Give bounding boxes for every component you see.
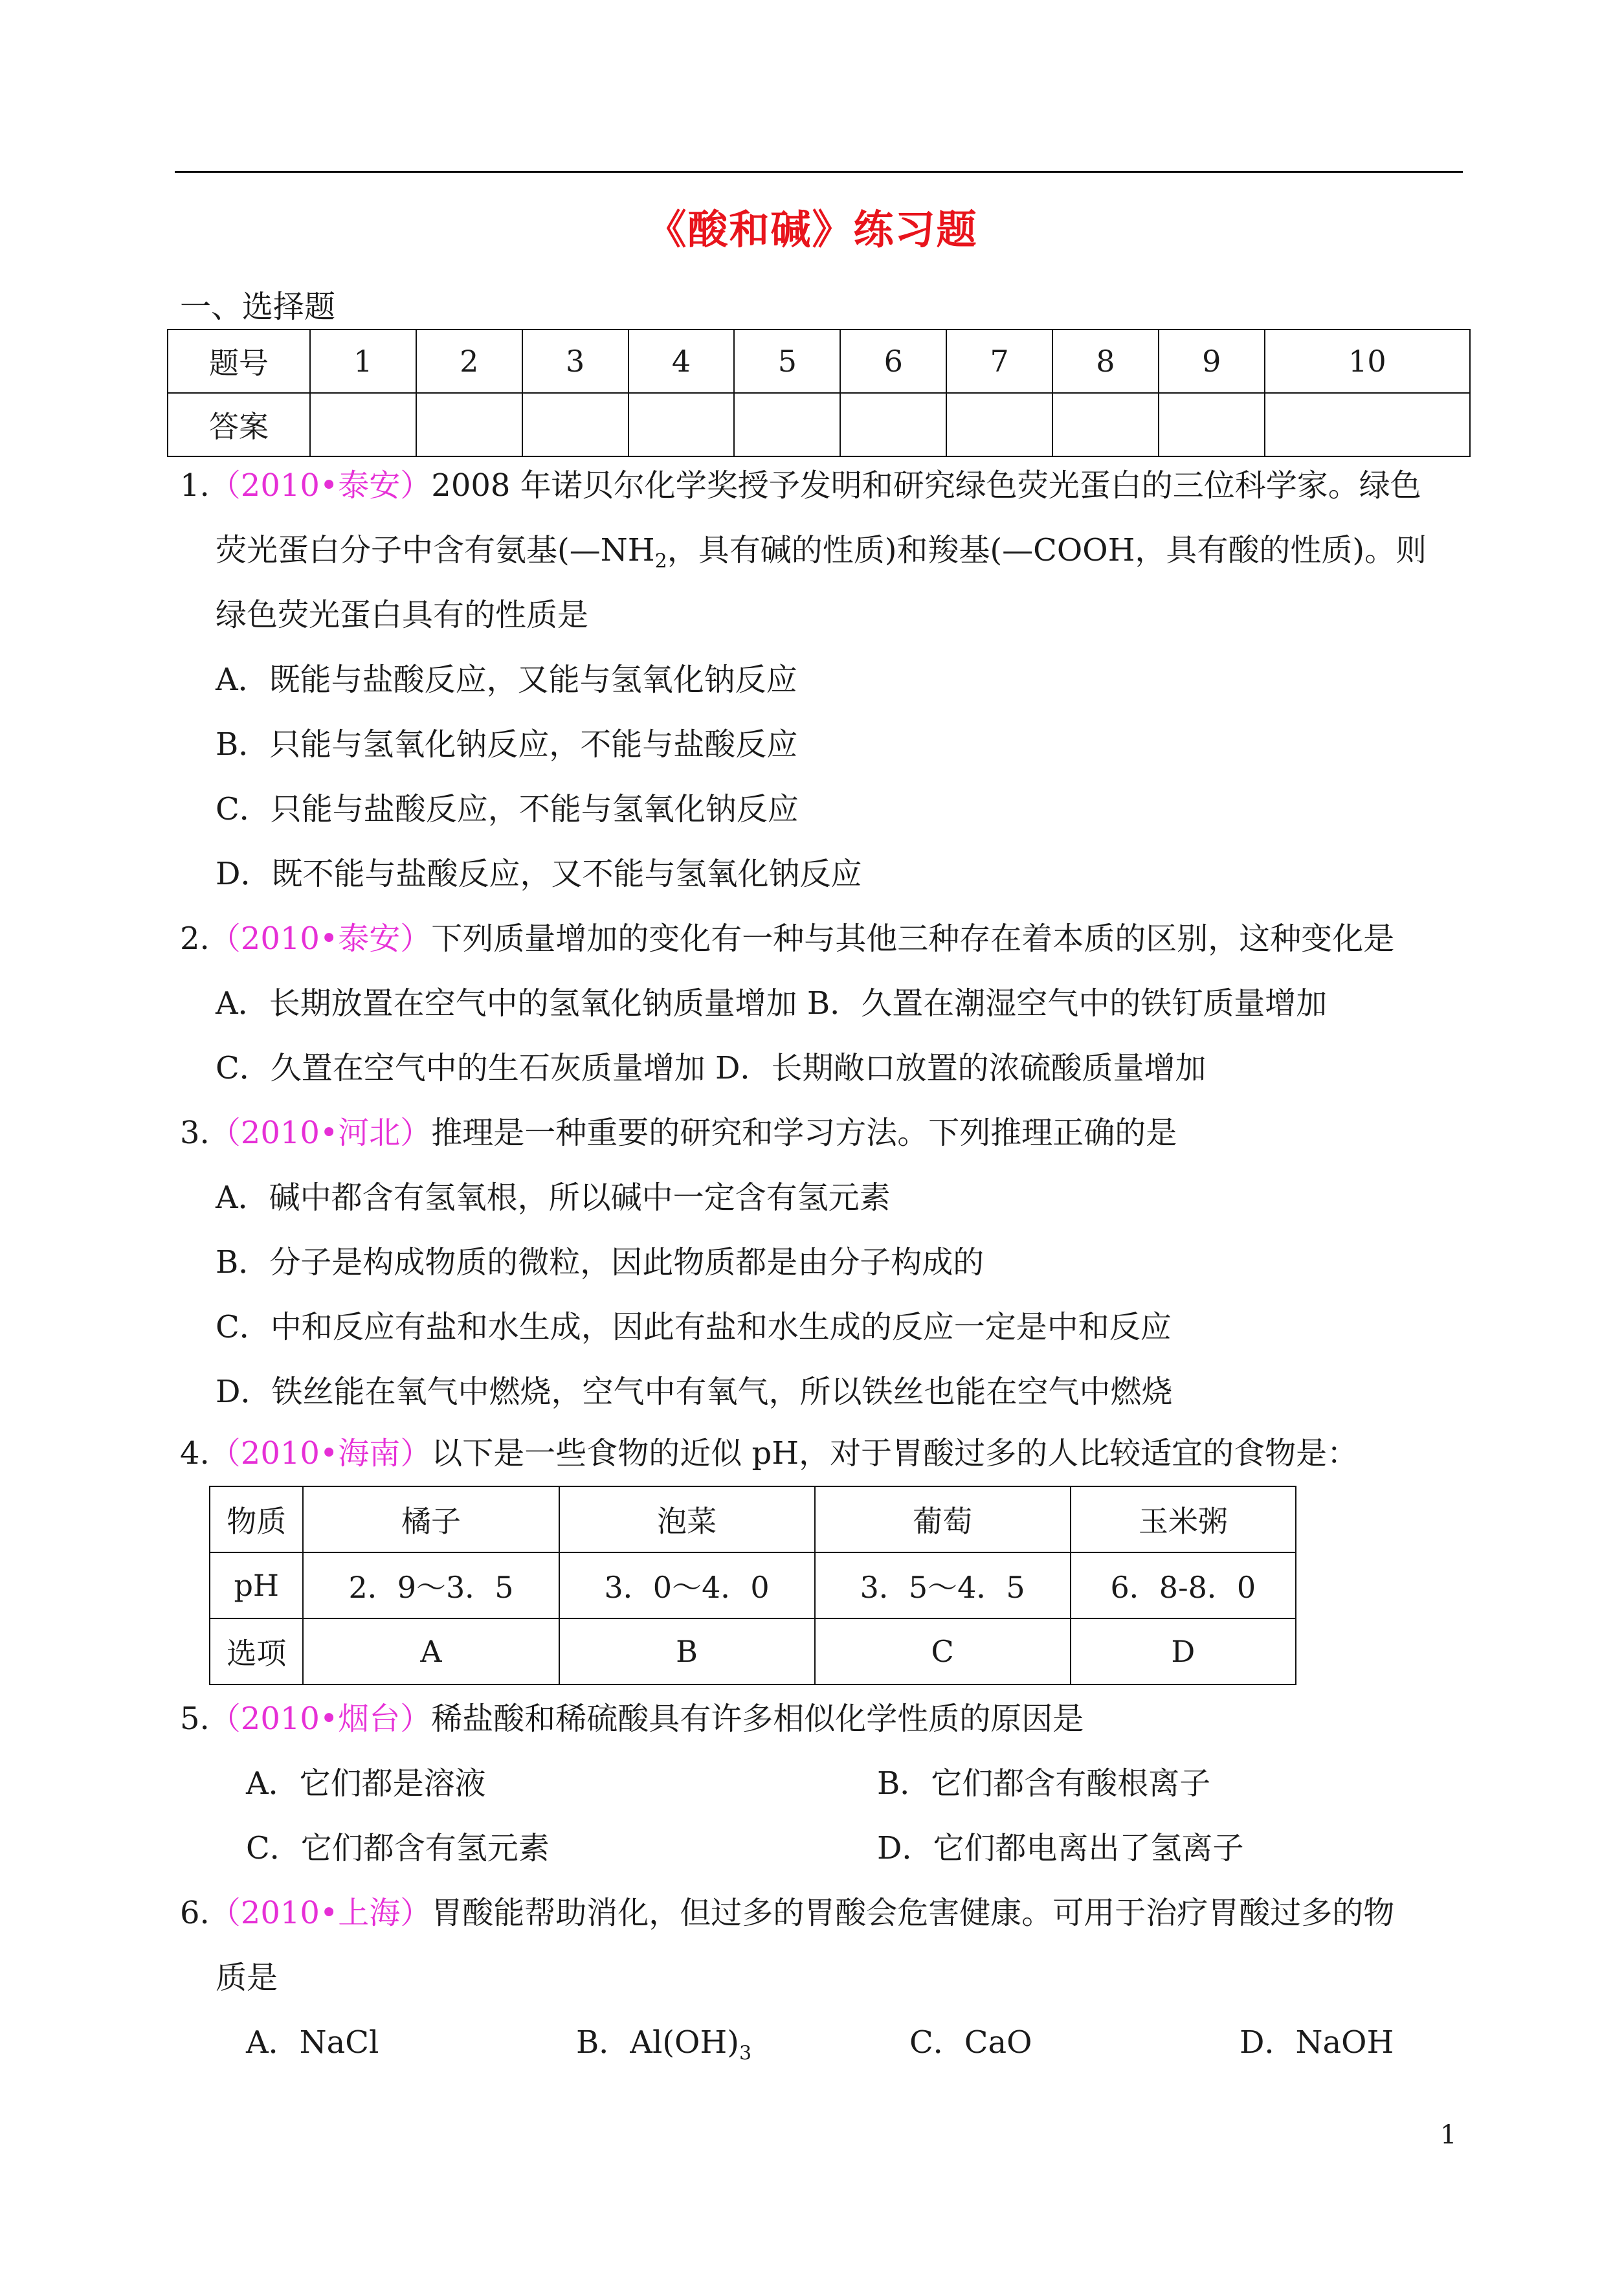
table-cell: 9 <box>1159 330 1265 393</box>
answer-cell[interactable] <box>628 393 735 456</box>
answer-cell[interactable] <box>416 393 522 456</box>
question-3-stem <box>180 1101 1177 1165</box>
question-5-option-b: B．它们都含有酸根离子 <box>877 1765 1211 1802</box>
answer-cell[interactable] <box>1265 393 1470 456</box>
table-cell: 6．8-8．0 <box>1071 1552 1296 1618</box>
option-text: B．Al(OH) <box>576 2024 739 2061</box>
table-cell: 10 <box>1265 330 1470 393</box>
table-cell: pH <box>210 1552 303 1618</box>
question-source: （2010•烟台） <box>209 1701 432 1737</box>
question-text: 推理是一种重要的研究和学习方法。下列推理正确的是 <box>431 1115 1177 1151</box>
question-text: 荧光蛋白分子中含有氨基(—NH <box>216 532 655 568</box>
table-row <box>210 1486 1296 1552</box>
question-3-option-d: D．铁丝能在氧气中燃烧，空气中有氧气，所以铁丝也能在空气中燃烧 <box>216 1374 1173 1410</box>
question-5-option-c: C．它们都含有氢元素 <box>246 1830 550 1866</box>
answer-table <box>167 329 1471 457</box>
table-cell: B <box>559 1618 815 1684</box>
table-cell: 3．0～4．0 <box>559 1552 815 1618</box>
answer-cell[interactable] <box>1159 393 1265 456</box>
table-cell: 2 <box>416 330 522 393</box>
question-6-option-d: D．NaOH <box>1240 2024 1394 2061</box>
table-cell: 选项 <box>210 1618 303 1684</box>
question-text: 以下是一些食物的近似 pH，对于胃酸过多的人比较适宜的食物是： <box>431 1435 1359 1471</box>
question-5-stem <box>180 1686 1084 1751</box>
question-number: 3. <box>180 1115 210 1151</box>
question-6-option-b <box>576 2010 751 2086</box>
question-number: 6. <box>180 1895 210 1931</box>
question-number: 4. <box>180 1435 210 1471</box>
table-cell: 橘子 <box>303 1486 559 1552</box>
page-number: 1 <box>1440 2120 1457 2150</box>
question-2-options-cd: C．久置在空气中的生石灰质量增加 D．长期敞口放置的浓硫酸质量增加 <box>216 1050 1207 1086</box>
question-3-option-a: A．碱中都含有氢氧根，所以碱中一定含有氢元素 <box>216 1180 891 1216</box>
question-3-option-b: B．分子是构成物质的微粒，因此物质都是由分子构成的 <box>216 1244 984 1281</box>
answer-cell[interactable] <box>946 393 1052 456</box>
question-number: 2. <box>180 921 210 957</box>
table-cell: 3．5～4．5 <box>815 1552 1071 1618</box>
question-6-stem <box>180 1881 1394 1945</box>
table-cell: C <box>815 1618 1071 1684</box>
question-number: 1. <box>180 467 210 504</box>
answer-cell[interactable] <box>522 393 628 456</box>
table-cell: D <box>1071 1618 1296 1684</box>
answer-cell[interactable] <box>840 393 946 456</box>
question-text: 下列质量增加的变化有一种与其他三种存在着本质的区别，这种变化是 <box>431 921 1395 957</box>
ph-table <box>209 1486 1296 1685</box>
question-source: （2010•海南） <box>209 1435 432 1471</box>
table-row <box>210 1618 1296 1684</box>
table-cell: 1 <box>310 330 416 393</box>
question-1-option-b: B．只能与氢氧化钠反应，不能与盐酸反应 <box>216 726 798 763</box>
question-text: 2008 年诺贝尔化学奖授予发明和研究绿色荧光蛋白的三位科学家。绿色 <box>431 467 1421 504</box>
table-cell: 8 <box>1052 330 1159 393</box>
question-2-options-ab: A．长期放置在空气中的氢氧化钠质量增加 B．久置在潮湿空气中的铁钉质量增加 <box>216 985 1328 1022</box>
table-cell: 4 <box>628 330 735 393</box>
question-text: 胃酸能帮助消化，但过多的胃酸会危害健康。可用于治疗胃酸过多的物 <box>431 1895 1395 1931</box>
answer-cell[interactable] <box>734 393 840 456</box>
question-6-stem-line-2: 质是 <box>216 1960 278 1996</box>
subscript: 3 <box>739 2042 752 2065</box>
question-5-option-a: A．它们都是溶液 <box>246 1765 486 1802</box>
answer-cell[interactable] <box>1052 393 1159 456</box>
table-cell: 泡菜 <box>559 1486 815 1552</box>
question-source: （2010•上海） <box>209 1895 432 1931</box>
page-title: 《酸和碱》练习题 <box>646 206 978 253</box>
question-source: （2010•泰安） <box>209 921 432 957</box>
question-1-option-a: A．既能与盐酸反应，又能与氢氧化钠反应 <box>216 662 797 698</box>
question-1-line-3: 绿色荧光蛋白具有的性质是 <box>216 597 589 633</box>
table-cell: 5 <box>734 330 840 393</box>
table-row <box>168 330 1470 393</box>
question-6-option-c: C．CaO <box>909 2024 1032 2061</box>
question-text: ，具有碱的性质)和羧基(—COOH，具有酸的性质)。则 <box>667 532 1427 568</box>
section-heading: 一、选择题 <box>180 289 336 325</box>
question-1-option-c: C．只能与盐酸反应，不能与氢氧化钠反应 <box>216 791 799 827</box>
question-source: （2010•河北） <box>209 1115 432 1151</box>
question-3-option-c: C．中和反应有盐和水生成，因此有盐和水生成的反应一定是中和反应 <box>216 1309 1172 1345</box>
table-cell: A <box>303 1618 559 1684</box>
header-rule <box>175 171 1463 173</box>
table-cell: 答案 <box>168 393 310 456</box>
subscript: 2 <box>654 550 667 573</box>
question-1-line-1 <box>180 453 1421 518</box>
table-cell: 6 <box>840 330 946 393</box>
question-1-option-d: D．既不能与盐酸反应，又不能与氢氧化钠反应 <box>216 856 862 892</box>
question-text: 稀盐酸和稀硫酸具有许多相似化学性质的原因是 <box>431 1701 1084 1737</box>
table-row <box>168 393 1470 456</box>
table-cell: 3 <box>522 330 628 393</box>
table-cell: 玉米粥 <box>1071 1486 1296 1552</box>
table-cell: 题号 <box>168 330 310 393</box>
answer-cell[interactable] <box>310 393 416 456</box>
question-2-stem <box>180 906 1394 971</box>
question-5-option-d: D．它们都电离出了氢离子 <box>877 1830 1244 1866</box>
table-row <box>210 1552 1296 1618</box>
table-cell: 葡萄 <box>815 1486 1071 1552</box>
question-4-stem <box>180 1421 1358 1486</box>
table-cell: 7 <box>946 330 1052 393</box>
question-6-option-a: A．NaCl <box>246 2024 379 2061</box>
question-source: （2010•泰安） <box>209 467 432 504</box>
table-cell: 物质 <box>210 1486 303 1552</box>
table-cell: 2．9～3．5 <box>303 1552 559 1618</box>
question-number: 5. <box>180 1701 210 1737</box>
